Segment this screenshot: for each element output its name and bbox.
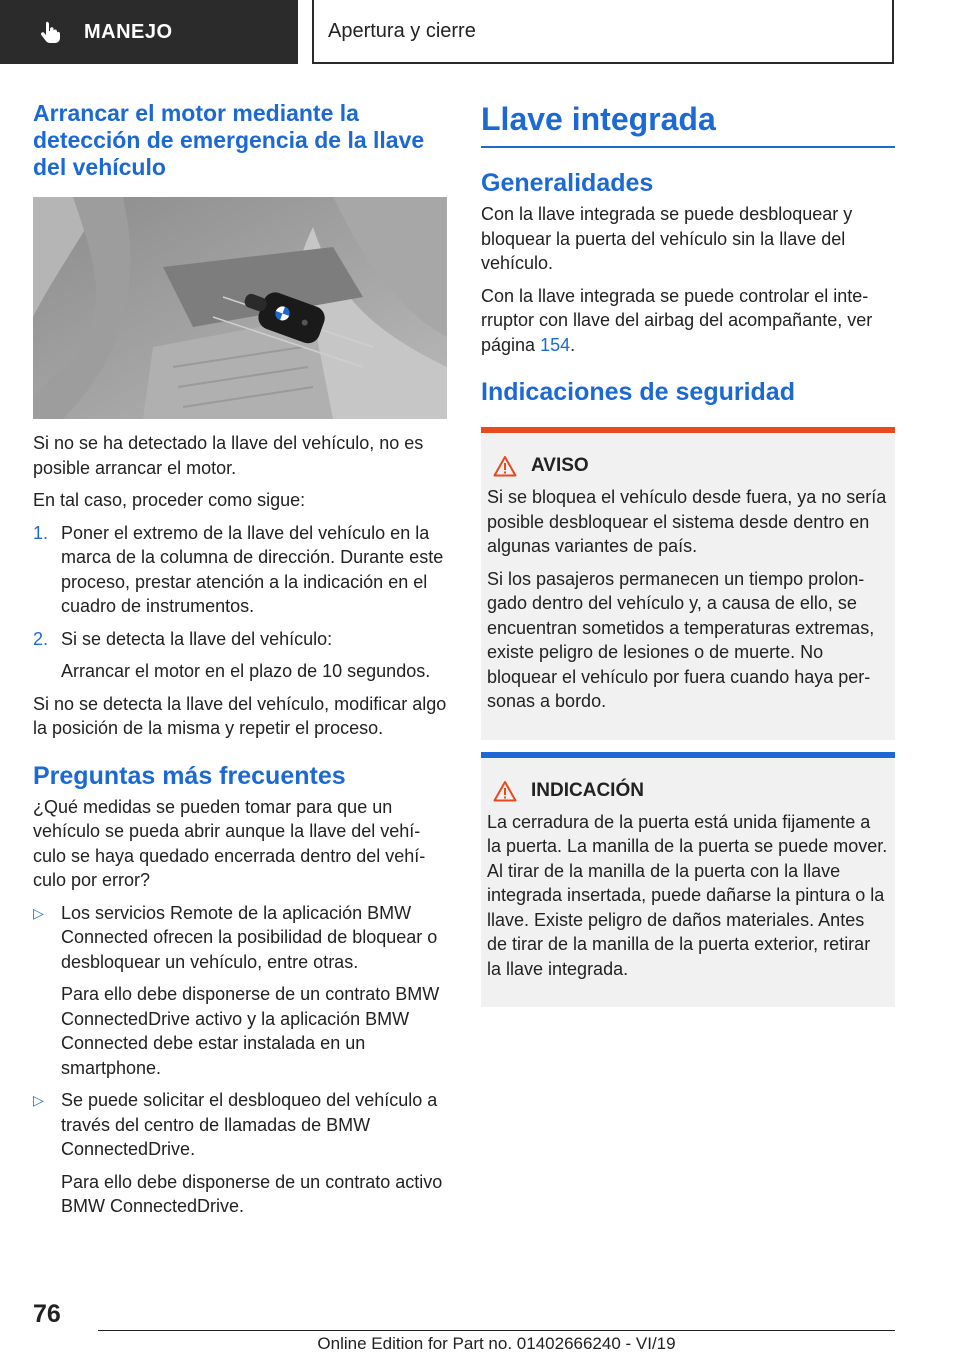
step-number: 1. (33, 522, 49, 543)
retry-paragraph: Si no se detecta la llave del vehículo, modificar algo la posición de la misma y repetir el proceso. (33, 693, 447, 738)
hand-pointer-icon (38, 19, 64, 45)
chapter-title: Apertura y cierre (328, 19, 476, 42)
general-heading: Generalidades (481, 169, 654, 197)
left-column (33, 100, 447, 1227)
section-label: MANEJO (84, 20, 173, 43)
list-item (33, 1088, 447, 1219)
procedure-steps (33, 521, 447, 684)
warning-triangle-icon (493, 455, 517, 477)
bullet-text: Se puede solicitar el desbloqueo del vehículo a través del centro de llamadas de BMW ConnectedDrive. (61, 1090, 438, 1159)
bullet-subtext: Para ello debe disponerse de un contrato BMW ConnectedDrive activo y la aplicación BMW Connected debe estar instalada en un smartphone. (61, 984, 440, 1078)
step-number: 2. (33, 628, 49, 649)
not-detected-paragraph: Si no se ha detectado la llave del vehículo, no es posible arrancar el motor. (33, 433, 424, 478)
notice-box (481, 752, 895, 1008)
faq-heading: Preguntas más frecuentes (33, 761, 346, 790)
step-text: Si se detecta la llave del vehículo: (61, 628, 333, 649)
right-column (481, 100, 895, 1007)
step-text: Poner el extremo de la llave del vehículo en la marca de la columna de dirección. Durante este proceso, prestar atención a la indicación en el cuadro de instrumentos. (61, 522, 444, 616)
page-reference-link[interactable]: 154 (540, 334, 571, 355)
safety-heading: Indicaciones de seguridad (481, 378, 795, 406)
notice-label: INDICACIÓN (531, 779, 644, 801)
procedure-intro: En tal caso, proceder como sigue: (33, 490, 306, 510)
edition-footer: Online Edition for Part no. 01402666240 - VI/19 (317, 1334, 676, 1353)
faq-question: ¿Qué medidas se pueden tomar para que un vehículo se pueda abrir aunque la llave del vehículo se haya quedado encerrada dentro del vehículo por error? (33, 796, 426, 890)
general-paragraph-2: Con la llave integrada se puede controlar el interruptor con llave del airbag del acompañante, ver página 154. (481, 285, 873, 355)
list-item (33, 901, 447, 1081)
section-tab (0, 0, 298, 64)
list-item (33, 521, 447, 619)
chapter-header (312, 0, 894, 64)
warning-label: AVISO (531, 455, 589, 476)
warning-triangle-icon (493, 780, 517, 802)
integrated-key-title: Llave integrada (481, 100, 895, 148)
faq-answers (33, 901, 447, 1219)
bullet-text: Los servicios Remote de la aplicación BMW Connected ofrecen la posibilidad de bloquear o desbloquear un vehículo, entre otras. (61, 902, 438, 972)
triangle-bullet-icon: ▷ (33, 904, 44, 921)
general-paragraph-1: Con la llave integrada se puede desbloquear y bloquear la puerta del vehículo sin la llave del vehículo. (481, 204, 853, 273)
notice-paragraph: La cerradura de la puerta está unida fijamente a la puerta. La manilla de la puerta se puede mover. Al tirar de la manilla de la puerta con la llave integrada insertada, puede dañarse la pintura o la llave. Existe peligro de daños materiales. Antes de tirar de la manilla de la puerta exterior, retirar la llave integrada. (487, 811, 888, 979)
warning-box (481, 427, 895, 740)
page-number: 76 (33, 1300, 61, 1328)
triangle-bullet-icon: ▷ (33, 1092, 44, 1108)
warning-paragraph-2: Si los pasajeros permanecen un tiempo prolongado dentro del vehículo y, a causa de ello, se encuentran sometidos a temperaturas extremas, existe peligro de lesiones o de muerte. No bloquear el vehículo por fuera cuando haya personas a bordo. (487, 568, 875, 711)
warning-paragraph-1: Si se bloquea el vehículo desde fuera, ya no sería posible desbloquear el sistema desde dentro en algunas variantes de país. (487, 487, 887, 556)
footer-divider (98, 1330, 895, 1331)
list-item (33, 627, 447, 684)
emergency-start-heading: Arrancar el motor mediante la detección de emergencia de la llave del vehículo (33, 100, 425, 180)
key-on-steering-column-illustration (33, 197, 447, 419)
bullet-subtext: Para ello debe disponerse de un contrato activo BMW ConnectedDrive. (61, 1171, 443, 1216)
step-subtext: Arrancar el motor en el plazo de 10 segundos. (61, 661, 431, 681)
